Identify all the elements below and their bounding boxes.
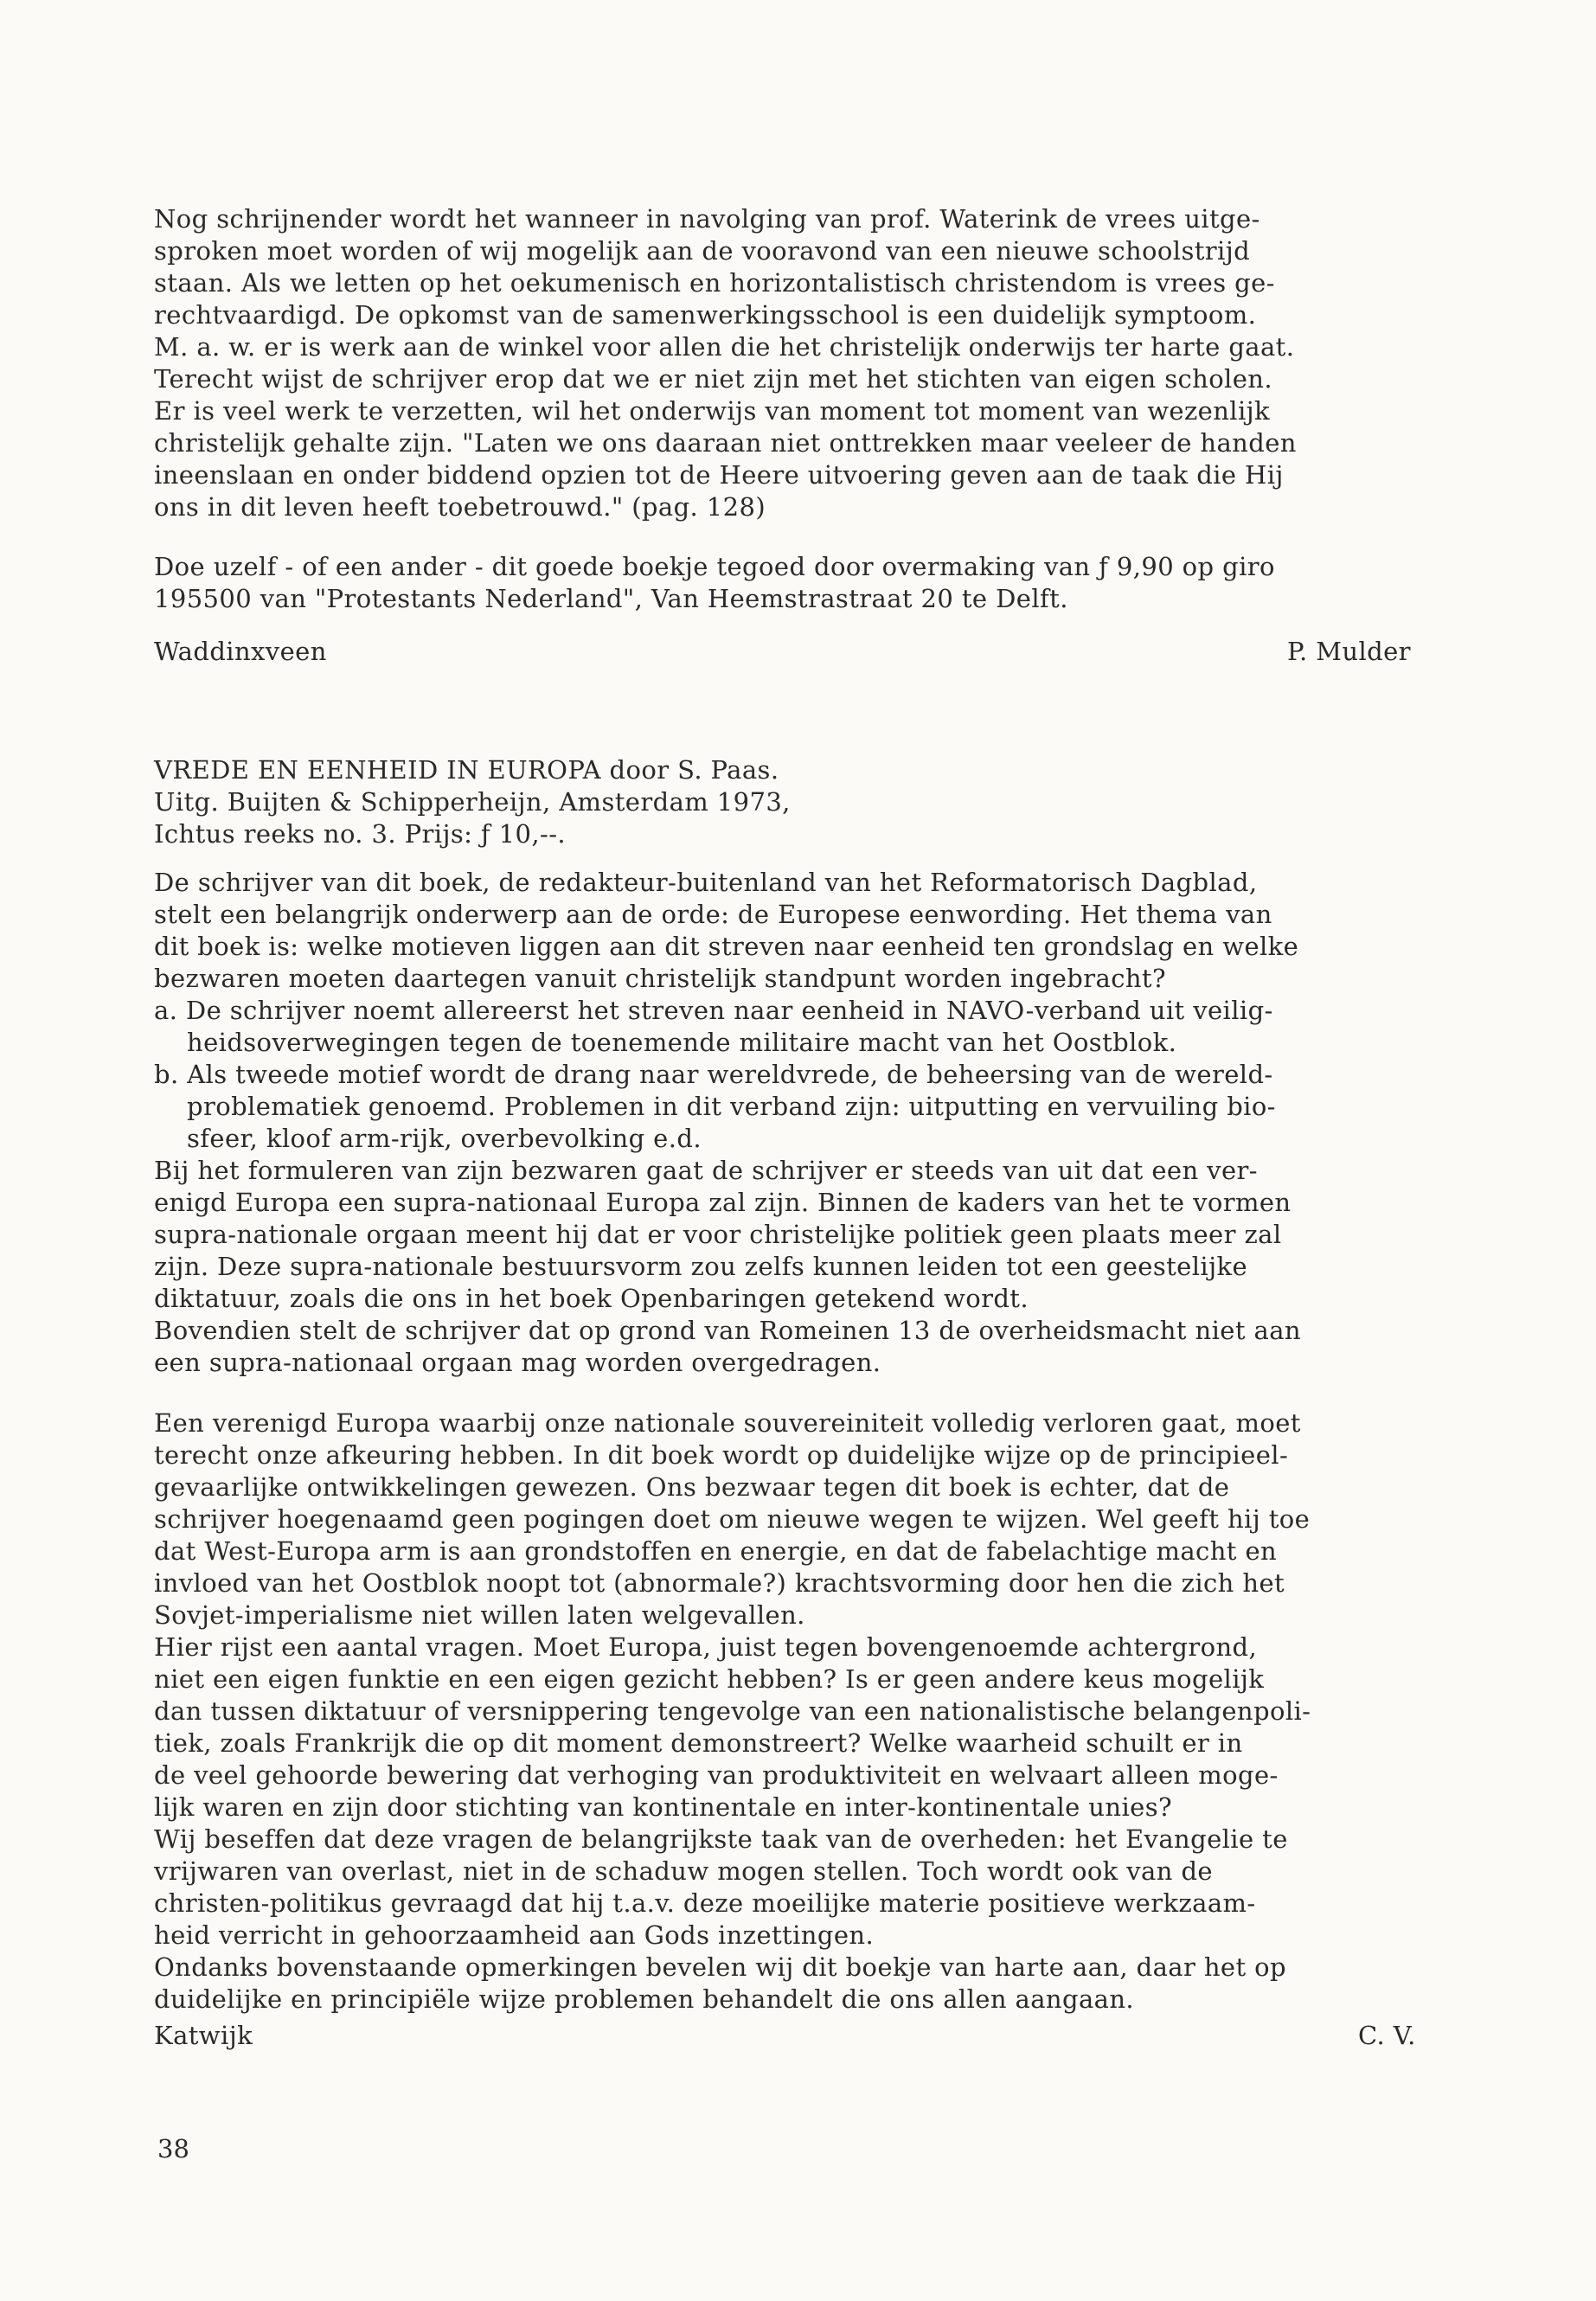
review-2-author: C. V.	[1358, 2021, 1416, 2050]
text-line: bezwaren moeten daartegen vanuit christelijk standpunt worden ingebracht?	[154, 964, 1166, 993]
text-line: a. De schrijver noemt allereerst het streven naar eenheid in NAVO-verband uit veilig-	[154, 996, 1273, 1025]
text-line: duidelijke en principiële wijze problemen behandelt die ons allen aangaan.	[154, 1984, 1135, 2014]
text-line: zijn. Deze supra-nationale bestuursvorm zou zelfs kunnen leiden tot een geestelijke	[154, 1252, 1248, 1281]
text-line: Terecht wijst de schrijver erop dat we er niet zijn met het stichten van eigen scholen.	[154, 364, 1272, 394]
text-line: problematiek genoemd. Problemen in dit verband zijn: uitputting en vervuiling bio-	[187, 1092, 1276, 1121]
text-line: diktatuur, zoals die ons in het boek Openbaringen getekend wordt.	[154, 1284, 1029, 1313]
text-line: Doe uzelf - of een ander - dit goede boekje tegoed door overmaking van ƒ 9,90 op giro	[154, 552, 1275, 581]
text-line: Wij beseffen dat deze vragen de belangrijkste taak van de overheden: het Evangelie te	[154, 1824, 1288, 1854]
text-line: heid verricht in gehoorzaamheid aan Gods inzettingen.	[154, 1920, 875, 1950]
text-line: ineenslaan en onder biddend opzien tot de Heere uitvoering geven aan de taak die Hij	[154, 460, 1284, 490]
text-line: Nog schrijnender wordt het wanneer in navolging van prof. Waterink de vrees uitge-	[154, 204, 1260, 234]
text-line: sfeer, kloof arm-rijk, overbevolking e.d.	[187, 1124, 702, 1153]
text-line: 195500 van "Protestants Nederland", Van Heemstrastraat 20 te Delft.	[154, 584, 1068, 613]
text-line: christen-politikus gevraagd dat hij t.a.v. deze moeilijke materie positieve werkzaam-	[154, 1888, 1256, 1918]
text-line: invloed van het Oostblok noopt tot (abnormale?) krachtsvorming door hen die zich het	[154, 1568, 1285, 1598]
text-line: M. a. w. er is werk aan de winkel voor allen die het christelijk onderwijs ter harte gaat.	[154, 332, 1295, 362]
text-line: stelt een belangrijk onderwerp aan de orde: de Europese eenwording. Het thema van	[154, 900, 1272, 929]
text-line: terecht onze afkeuring hebben. In dit boek wordt op duidelijke wijze op de principieel-	[154, 1440, 1289, 1470]
text-line: ons in dit leven heeft toebetrouwd." (pag. 128)	[154, 492, 766, 522]
text-line: Er is veel werk te verzetten, wil het onderwijs van moment tot moment van wezenlijk	[154, 396, 1271, 426]
text-line: dit boek is: welke motieven liggen aan dit streven naar eenheid ten grondslag en welke	[154, 932, 1299, 961]
page-number: 38	[157, 2134, 189, 2163]
text-line: een supra-nationaal orgaan mag worden overgedragen.	[154, 1348, 881, 1377]
series-price-line: Ichtus reeks no. 3. Prijs: ƒ 10,--.	[154, 819, 567, 849]
text-line: rechtvaardigd. De opkomst van de samenwerkingsschool is een duidelijk symptoom.	[154, 300, 1257, 330]
publisher-line: Uitg. Buijten & Schipperheijn, Amsterdam 1973,	[154, 787, 791, 817]
text-line: Bovendien stelt de schrijver dat op grond van Romeinen 13 de overheidsmacht niet aan	[154, 1316, 1301, 1345]
text-line: dat West-Europa arm is aan grondstoffen en energie, en dat de fabelachtige macht en	[154, 1536, 1278, 1566]
text-line: lijk waren en zijn door stichting van kontinentale en inter-kontinentale unies?	[154, 1792, 1172, 1822]
text-line: Een verenigd Europa waarbij onze nationale souvereiniteit volledig verloren gaat, moet	[154, 1408, 1301, 1438]
text-line: supra-nationale orgaan meent hij dat er voor christelijke politiek geen plaats meer zal	[154, 1220, 1282, 1249]
text-line: staan. Als we letten op het oekumenisch en horizontalistisch christendom is vrees ge-	[154, 268, 1275, 298]
text-line: heidsoverwegingen tegen de toenemende militaire macht van het Oostblok.	[187, 1028, 1177, 1057]
text-line: de veel gehoorde bewering dat verhoging van produktiviteit en welvaart alleen moge-	[154, 1760, 1279, 1790]
text-line: De schrijver van dit boek, de redakteur-buitenland van het Reformatorisch Dagblad,	[154, 868, 1258, 897]
text-line: Bij het formuleren van zijn bezwaren gaat de schrijver er steeds van uit dat een ver-	[154, 1156, 1258, 1185]
review-1-place: Waddinxveen	[154, 637, 327, 666]
text-line: niet een eigen funktie en een eigen gezicht hebben? Is er geen andere keus mogelijk	[154, 1664, 1265, 1694]
text-line: Ondanks bovenstaande opmerkingen bevelen wij dit boekje van harte aan, daar het op	[154, 1952, 1286, 1982]
review-2-place: Katwijk	[154, 2021, 253, 2050]
text-line: schrijver hoegenaamd geen pogingen doet om nieuwe wegen te wijzen. Wel geeft hij toe	[154, 1504, 1311, 1534]
review-1-author: P. Mulder	[1287, 637, 1411, 666]
text-line: gevaarlijke ontwikkelingen gewezen. Ons bezwaar tegen dit boek is echter, dat de	[154, 1472, 1230, 1502]
text-line: enigd Europa een supra-nationaal Europa zal zijn. Binnen de kaders van het te vormen	[154, 1188, 1292, 1217]
book-title-line: VREDE EN EENHEID IN EUROPA door S. Paas.	[154, 755, 779, 785]
text-line: b. Als tweede motief wordt de drang naar wereldvrede, de beheersing van de wereld-	[154, 1060, 1273, 1089]
text-line: vrijwaren van overlast, niet in de schaduw mogen stellen. Toch wordt ook van de	[154, 1856, 1213, 1886]
text-line: tiek, zoals Frankrijk die op dit moment demonstreert? Welke waarheid schuilt er in	[154, 1728, 1243, 1758]
text-line: sproken moet worden of wij mogelijk aan de vooravond van een nieuwe schoolstrijd	[154, 236, 1251, 266]
text-line: dan tussen diktatuur of versnippering tengevolge van een nationalistische belangenpoli-	[154, 1696, 1311, 1726]
text-line: christelijk gehalte zijn. "Laten we ons daaraan niet onttrekken maar veeleer de handen	[154, 428, 1297, 458]
text-line: Sovjet-imperialisme niet willen laten welgevallen.	[154, 1600, 805, 1630]
text-line: Hier rijst een aantal vragen. Moet Europa, juist tegen bovengenoemde achtergrond,	[154, 1632, 1258, 1662]
